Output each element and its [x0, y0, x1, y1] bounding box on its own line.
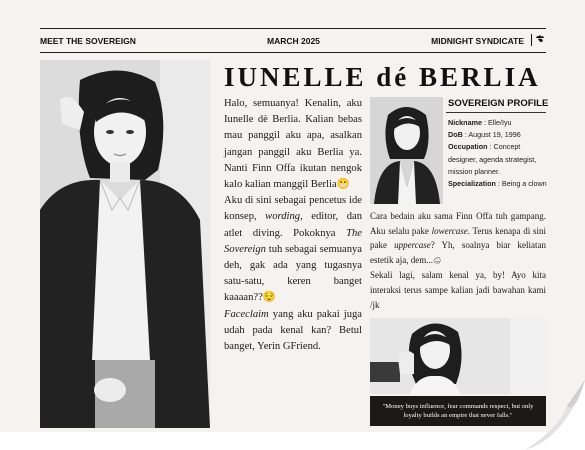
- profile-nickname: [448, 117, 548, 129]
- intro-text: tuh sebagai semuanya deh, gak ada yang tugasnya satu-satu, keren banget kaaaan??: [224, 243, 362, 304]
- masthead-date: MARCH 2025: [267, 36, 320, 46]
- intro-paragraph-1: [224, 96, 362, 193]
- intro-text: Halo, semuanya! Kenalin, aku Iunelle dè Berlia. Kalian bebas mau panggil aku apa, asalkan jangan panggil aku Berlia ya. Nanti Finn Offa ikutan nengok kalo kalian manggil Berlia: [224, 98, 362, 191]
- right-paragraph-1: [370, 209, 546, 268]
- headline: IUNELLE dé BERLIA: [224, 62, 541, 92]
- profile-occupation: [448, 141, 548, 178]
- grimace-emoji-icon: 😬: [336, 179, 350, 191]
- masthead-publication: MIDNIGHT SYNDICATE: [431, 36, 524, 46]
- quote-text: "Money buys influence, fear commands respect, but only loyalty builds an empire that never falls.": [382, 402, 534, 419]
- right-italic-word: uppercase: [394, 240, 431, 251]
- main-portrait-photo: [40, 60, 210, 428]
- hat-silhouette-icon: [534, 33, 546, 45]
- profile-key: Nickname: [448, 118, 482, 127]
- intro-text: , editor, dan atlet diving. Pokoknya: [224, 211, 362, 239]
- profile-key: Specialization: [448, 179, 496, 189]
- cloud-emoji-icon: 🌧: [432, 256, 442, 265]
- intro-column: [224, 96, 362, 355]
- right-text: ? Yh, soalnya biar keliatan estetik aja, dem...: [370, 240, 546, 265]
- profile-specialization: [448, 178, 548, 190]
- profile-list: [448, 117, 548, 190]
- quote-banner: [370, 396, 546, 426]
- right-column: [370, 209, 546, 312]
- profile-dob: [448, 129, 548, 141]
- right-text: Cara bedain aku sama Finn Offa tuh gampang. Aku selalu pake: [370, 211, 546, 236]
- masthead: [40, 32, 546, 52]
- profile-key: DoB: [448, 130, 463, 140]
- intro-paragraph-3: [224, 307, 362, 356]
- intro-paragraph-2: [224, 193, 362, 306]
- relieved-emoji-icon: 😌: [262, 292, 277, 304]
- masthead-rule: [40, 52, 546, 53]
- profile-title: SOVEREIGN PROFILE: [448, 98, 549, 109]
- profile-key: Occupation: [448, 142, 488, 152]
- intro-text: yang aku pakai juga udah pada kenal kan? Betul banget, Yerin GFriend.: [224, 308, 362, 353]
- page-bottom-margin: [0, 432, 585, 450]
- intro-italic-word: wording: [265, 211, 301, 223]
- masthead-separator: [531, 34, 532, 46]
- intro-italic-word: Faceclaim: [224, 308, 269, 320]
- profile-value: : August 19, 1996: [462, 130, 521, 140]
- profile-value: : Being a clown: [495, 179, 547, 189]
- intro-text: Aku di sini sebagai pencetus ide konsep,: [224, 195, 362, 223]
- right-text: . Terus kenapa di sini pake: [370, 225, 546, 251]
- masthead-section: MEET THE SOVEREIGN: [40, 36, 136, 46]
- intro-italic-word: The Sovereign: [224, 227, 362, 255]
- profile-rule: [446, 112, 546, 113]
- profile-value: : Elle/Iyu: [481, 118, 512, 127]
- secondary-photo: [370, 318, 546, 394]
- right-italic-word: lowercase: [431, 225, 468, 236]
- right-paragraph-2: Sekali lagi, salam kenal ya, by! Ayo kita interaksi terus sampe kalian jadi bawahan kami /jk: [370, 270, 546, 310]
- profile-value: : Concept designer, agenda strategist, mission planner.: [448, 142, 537, 176]
- profile-photo: [370, 97, 443, 204]
- top-rule: [40, 28, 546, 29]
